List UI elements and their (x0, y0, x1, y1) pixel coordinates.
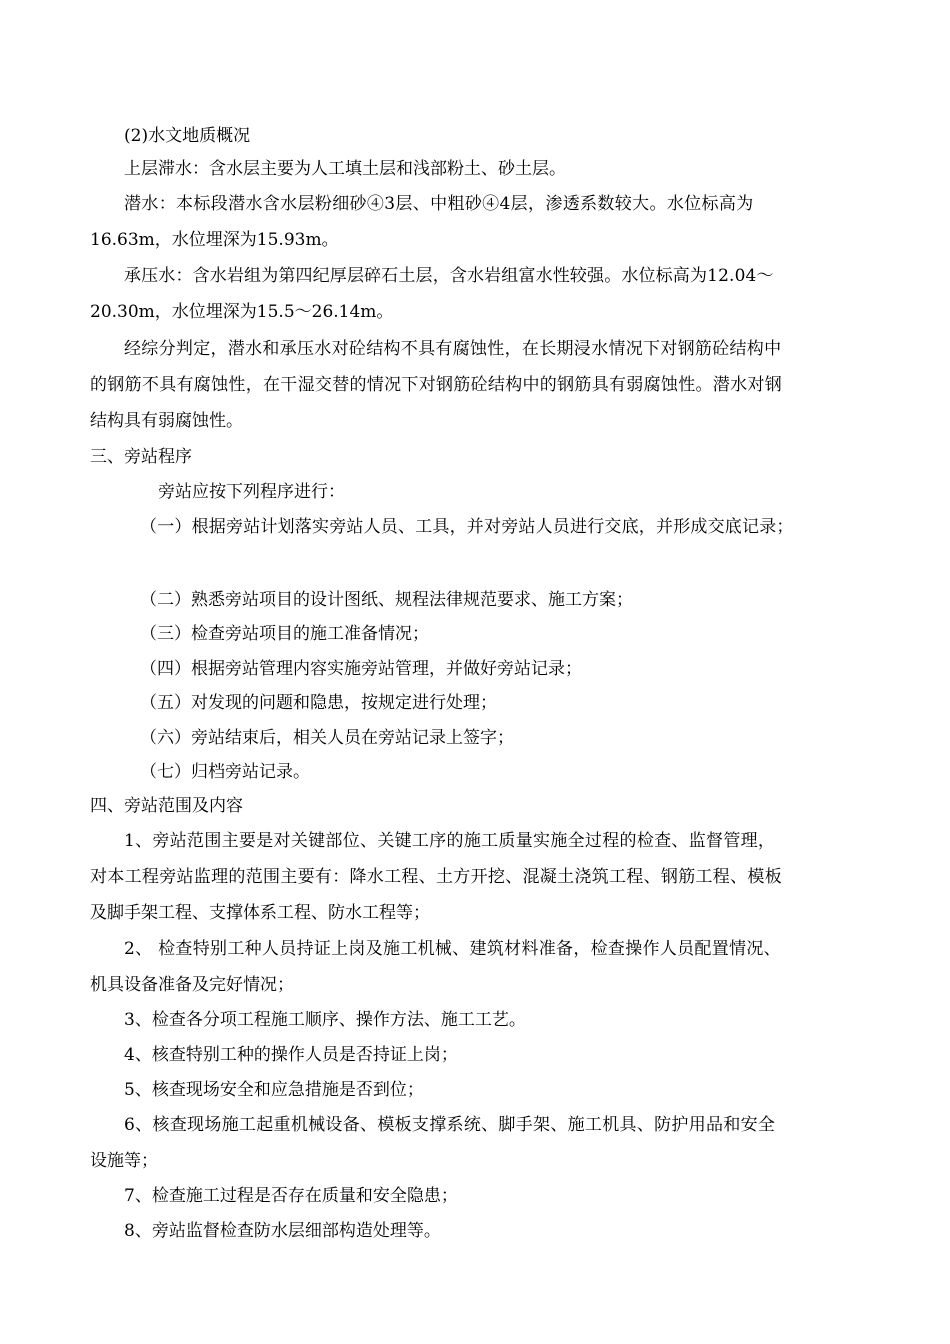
procedure-step: （六）旁站结束后，相关人员在旁站记录上签字； (140, 728, 514, 748)
scope-item-3: 3、检查各分项工程施工顺序、操作方法、施工工艺。 (124, 1010, 526, 1030)
corrosion-conclusion-line3: 结构具有弱腐蚀性。 (90, 411, 243, 431)
corrosion-conclusion-line1: 经综分判定，潜水和承压水对砼结构不具有腐蚀性，在长期浸水情况下对钢筋砼结构中 (124, 339, 782, 359)
section3-intro: 旁站应按下列程序进行： (158, 482, 345, 502)
scope-item-2-line1: 2、 检查特别工种人员持证上岗及施工机械、建筑材料准备，检查操作人员配置情况、 (124, 939, 781, 959)
section3-heading: 三、旁站程序 (90, 447, 192, 467)
scope-item-1-line3: 及脚手架工程、支撑体系工程、防水工程等； (90, 903, 430, 923)
phreatic-water-text-line1: 潜水：本标段潜水含水层粉细砂④3层、中粗砂④4层，渗透系数较大。水位标高为 (124, 194, 754, 214)
scope-item-2-line2: 机具设备准备及完好情况； (90, 975, 294, 995)
procedure-step: （三）检查旁站项目的施工准备情况； (140, 624, 429, 644)
procedure-step: （四）根据旁站管理内容实施旁站管理，并做好旁站记录； (140, 659, 582, 679)
scope-item-7: 7、检查施工过程是否存在质量和安全隐患； (124, 1186, 458, 1206)
scope-item-4: 4、核查特别工种的操作人员是否持证上岗； (124, 1045, 458, 1065)
procedure-step: （一）根据旁站计划落实旁站人员、工具，并对旁站人员进行交底，并形成交底记录； (140, 517, 794, 537)
scope-item-1-line1: 1、旁站范围主要是对关键部位、关键工序的施工质量实施全过程的检查、监督管理， (124, 831, 776, 851)
corrosion-conclusion-line2: 的钢筋不具有腐蚀性，在干湿交替的情况下对钢筋砼结构中的钢筋具有弱腐蚀性。潜水对钢 (90, 375, 782, 395)
procedure-step: （五）对发现的问题和隐患，按规定进行处理； (140, 693, 497, 713)
scope-item-1-line2: 对本工程旁站监理的范围主要有：降水工程、土方开挖、混凝土浇筑工程、钢筋工程、模板 (90, 867, 782, 887)
confined-water-text-line2: 20.30m，水位埋深为15.5～26.14m。 (90, 302, 394, 322)
section4-heading: 四、旁站范围及内容 (90, 796, 243, 816)
scope-item-6-line1: 6、核查现场施工起重机械设备、模板支撑系统、脚手架、施工机具、防护用品和安全 (124, 1115, 776, 1135)
phreatic-water-text-line2: 16.63m，水位埋深为15.93m。 (90, 230, 339, 250)
confined-water-text-line1: 承压水：含水岩组为第四纪厚层碎石土层，含水岩组富水性较强。水位标高为12.04～ (124, 266, 774, 286)
hydro-heading: (2)水文地质概况 (124, 126, 251, 146)
scope-item-6-line2: 设施等； (90, 1151, 158, 1171)
scope-item-5: 5、核查现场安全和应急措施是否到位； (124, 1080, 424, 1100)
procedure-step: （二）熟悉旁站项目的设计图纸、规程法律规范要求、施工方案； (140, 590, 633, 610)
procedure-step: （七）归档旁站记录。 (140, 762, 310, 782)
perched-water-text: 上层滞水：含水层主要为人工填土层和浅部粉土、砂土层。 (124, 159, 566, 179)
scope-item-8: 8、旁站监督检查防水层细部构造处理等。 (124, 1221, 441, 1241)
